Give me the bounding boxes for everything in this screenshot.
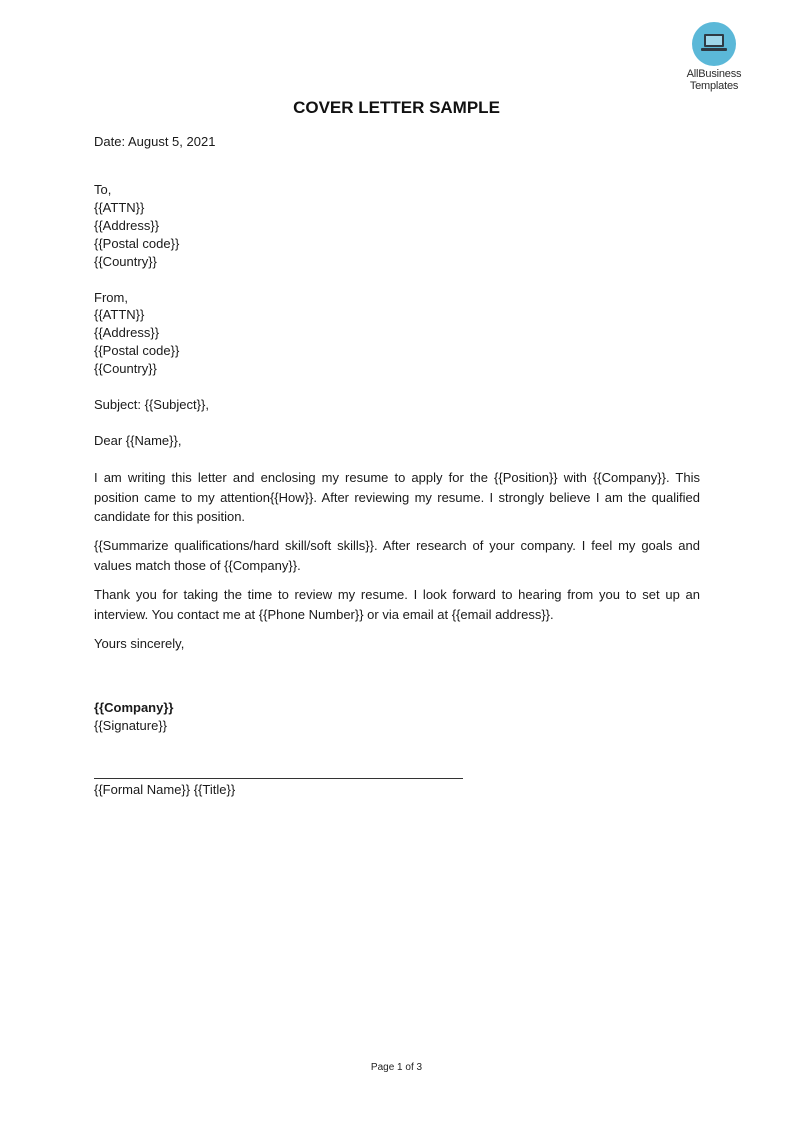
page-title: COVER LETTER SAMPLE: [293, 98, 500, 117]
logo-line-1: AllBusiness: [686, 68, 742, 80]
signature-name-title: {{Formal Name}} {{Title}}: [94, 782, 236, 797]
date-line: Date: August 5, 2021: [94, 134, 216, 149]
body-paragraph-1: I am writing this letter and enclosing my resume to apply for the {{Position}} with {{Company}}. This position came to my attention{{How}}. After reviewing my resume. I strongly believe I am the qualified candidate for this position.: [94, 470, 700, 524]
body-paragraph-2: {{Summarize qualifications/hard skill/soft skills}}. After research of your company. I feel my goals and values match those of {{Company}}.: [94, 538, 700, 573]
body-paragraph-3: Thank you for taking the time to review my resume. I look forward to hearing from you to set up an interview. You contact me at {{Phone Number}} or via email at {{email address}}.: [94, 587, 700, 622]
closing: Yours sincerely,: [94, 636, 185, 651]
to-attn: {{ATTN}}: [94, 200, 145, 215]
from-address: {{Address}}: [94, 325, 160, 340]
salutation: Dear {{Name}},: [94, 433, 182, 448]
to-postal: {{Postal code}}: [94, 236, 180, 251]
from-country: {{Country}}: [94, 361, 157, 376]
to-address: {{Address}}: [94, 218, 160, 233]
to-heading: To,: [94, 182, 112, 197]
page-number: Page 1 of 3: [370, 1062, 423, 1073]
laptop-icon: [692, 22, 736, 66]
to-country: {{Country}}: [94, 254, 157, 269]
from-attn: {{ATTN}}: [94, 307, 145, 322]
logo-line-2: Templates: [689, 80, 739, 92]
subject-line: Subject: {{Subject}},: [94, 397, 209, 412]
signature-line: [94, 778, 463, 779]
signature-placeholder: {{Signature}}: [94, 718, 168, 733]
from-heading: From,: [94, 290, 128, 305]
brand-logo: [678, 22, 750, 92]
from-postal: {{Postal code}}: [94, 343, 180, 358]
signature-company: {{Company}}: [94, 700, 174, 715]
